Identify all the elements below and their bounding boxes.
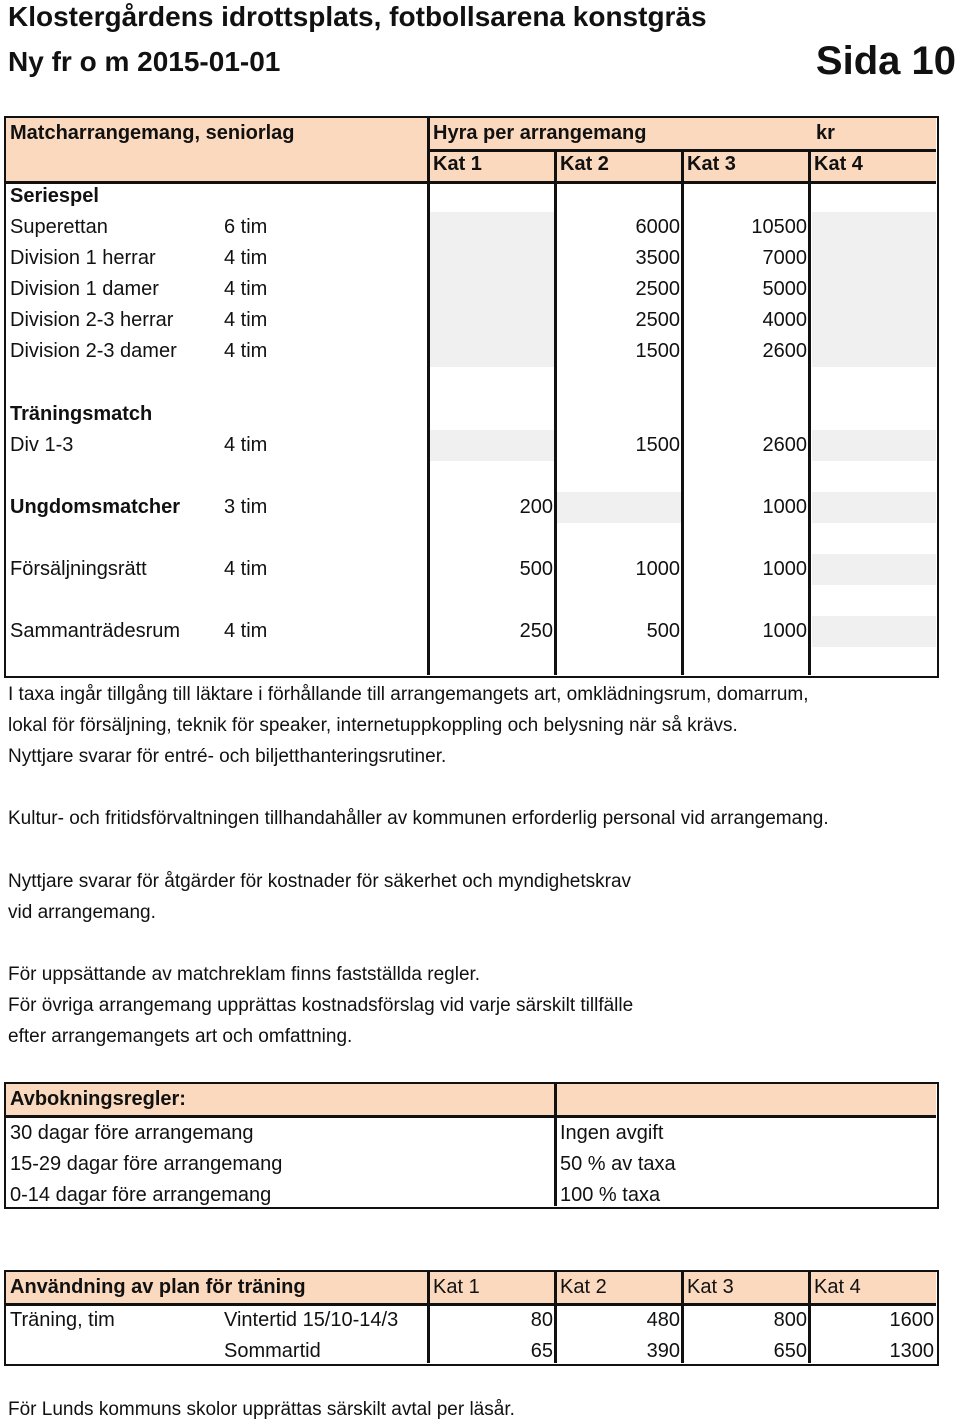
row-name: Försäljningsrätt [10,558,147,580]
row-k2: 1500 [635,340,680,362]
training-header-row [6,1272,936,1303]
match-heading: Matcharrangemang, seniorlag [10,122,295,144]
cancel-when: 30 dagar före arrangemang [10,1122,254,1144]
cancel-when: 0-14 dagar före arrangemang [10,1184,272,1206]
category-kat3: Kat 3 [687,153,736,175]
match-header-row [6,118,936,149]
row-name: Division 1 damer [10,278,159,300]
row-kat2: 500 [646,620,680,642]
training-kat3: 800 [773,1309,807,1331]
row-time: 4 tim [224,309,268,331]
row-kat1: 500 [519,558,553,580]
cancel-when: 15-29 dagar före arrangemang [10,1153,283,1175]
row-time: 4 tim [224,558,268,580]
training-kat1: 80 [530,1309,553,1331]
training-table [4,1270,939,1366]
training-kat1: 65 [530,1340,553,1362]
row-kat3: 1000 [762,620,807,642]
table-row [6,274,936,305]
category-kat1: Kat 1 [433,153,482,175]
row-k2: 3500 [635,247,680,269]
row-k3: 5000 [762,278,807,300]
training-kat3: 650 [773,1340,807,1362]
training-label: Träning, tim [10,1309,115,1331]
training-category-kat1: Kat 1 [433,1276,480,1298]
rent-heading: Hyra per arrangemang [433,122,647,144]
row-k3: 2600 [762,340,807,362]
row-name: Ungdomsmatcher [10,496,181,518]
row-name: Sammanträdesrum [10,620,181,642]
note-line: För övriga arrangemang upprättas kostnadsförslag vid varje särskilt tillfälle [8,995,634,1016]
cancel-fee: Ingen avgift [560,1122,664,1144]
note-line: Nyttjare svarar för åtgärder för kostnader för säkerhet och myndighetskrav [8,871,632,892]
row-kat2: 1000 [635,558,680,580]
row-k3: 7000 [762,247,807,269]
training-category-kat2: Kat 2 [560,1276,607,1298]
cancel-fee: 50 % av taxa [560,1153,676,1175]
row-k2: 2500 [635,278,680,300]
note-line: I taxa ingår tillgång till läktare i förhållande till arrangemangets art, omklädningsrum, domarrum, [8,684,809,705]
cancel-fee: 100 % taxa [560,1184,661,1206]
row-kat2: 1500 [635,434,680,456]
traningsmatch-label: Träningsmatch [10,403,153,425]
row-kat3: 1000 [762,558,807,580]
training-kat2: 390 [646,1340,680,1362]
table-row [6,336,936,367]
row-time: 3 tim [224,496,268,518]
row-time: 4 tim [224,278,268,300]
table-row [6,1336,936,1367]
training-kat4: 1600 [889,1309,934,1331]
table-row [6,212,936,243]
table-row [6,492,936,523]
row-kat3: 1000 [762,496,807,518]
table-row [6,616,936,647]
table-row [6,430,936,461]
page-number: Sida 10 [815,39,956,83]
note-line: Kultur- och fritidsförvaltningen tillhandahåller av kommunen erforderlig personal vid arrangemang. [8,808,829,829]
table-row [6,305,936,336]
category-kat2: Kat 2 [560,153,609,175]
row-k2: 6000 [635,216,680,238]
category-kat4: Kat 4 [814,153,863,175]
header-divider [6,181,936,184]
training-category-kat3: Kat 3 [687,1276,734,1298]
row-name: Div 1-3 [10,434,74,456]
row-time: 4 tim [224,247,268,269]
footer-note: För Lunds kommuns skolor upprättas särskilt avtal per läsår. [8,1399,515,1420]
table-row [6,554,936,585]
document-title: Klostergårdens idrottsplats, fotbollsarena konstgräs [8,1,707,32]
row-kat1: 200 [519,496,553,518]
row-time: 6 tim [224,216,268,238]
note-line: För uppsättande av matchreklam finns fastställda regler. [8,964,481,985]
table-row [6,1118,936,1149]
row-k2: 2500 [635,309,680,331]
row-time: 4 tim [224,434,268,456]
note-line: vid arrangemang. [8,902,156,923]
training-kat4: 1300 [889,1340,934,1362]
cancellation-heading: Avbokningsregler: [10,1088,186,1110]
training-heading: Användning av plan för träning [10,1276,306,1298]
row-kat1: 250 [519,620,553,642]
row-name: Superettan [10,216,108,238]
training-period: Vintertid 15/10-14/3 [224,1309,399,1331]
row-time: 4 tim [224,340,268,362]
table-row [6,1149,936,1180]
row-name: Division 2-3 damer [10,340,177,362]
row-k3: 4000 [762,309,807,331]
seriespel-label: Seriespel [10,185,99,207]
row-kat3: 2600 [762,434,807,456]
note-line: Nyttjare svarar för entré- och biljetthanteringsrutiner. [8,746,447,767]
table-row [6,243,936,274]
row-time: 4 tim [224,620,268,642]
cancellation-table [4,1082,939,1209]
table-row [6,1180,936,1211]
training-period: Sommartid [224,1340,321,1362]
row-k3: 10500 [751,216,807,238]
note-line: efter arrangemangets art och omfattning. [8,1026,353,1047]
row-name: Division 2-3 herrar [10,309,174,331]
training-kat2: 480 [646,1309,680,1331]
match-table [4,116,939,678]
document-subtitle: Ny fr o m 2015-01-01 [8,46,281,77]
table-row [6,1305,936,1336]
row-name: Division 1 herrar [10,247,156,269]
note-line: lokal för försäljning, teknik för speaker, internetuppkoppling och belysning när så krävs. [8,715,738,736]
category-header-row [6,149,936,180]
training-category-kat4: Kat 4 [814,1276,861,1298]
currency-label: kr [816,122,835,144]
